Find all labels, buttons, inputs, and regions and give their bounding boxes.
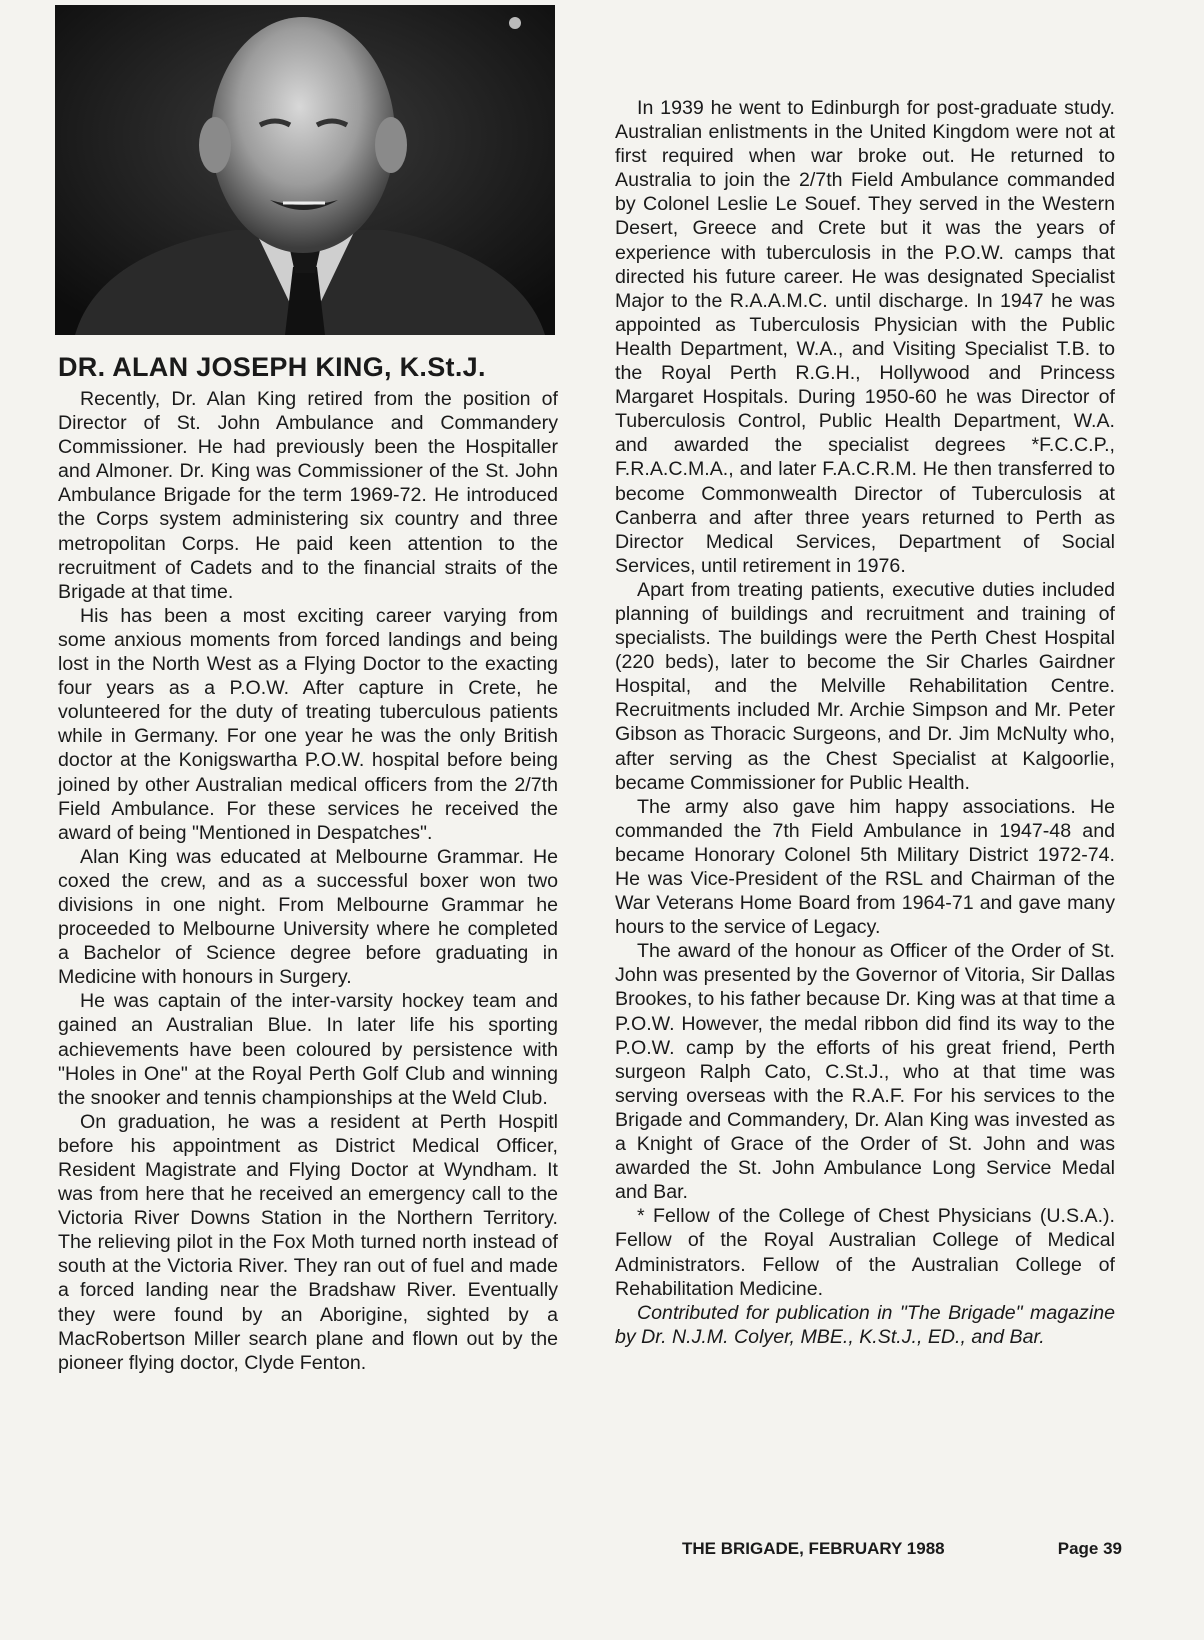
paragraph: On graduation, he was a resident at Perth Hospitl before his appointment as District Medical Officer, Resident Magistrate and Flying Doctor at Wyndham. It was from here that he received an emergency call to the Victoria River Downs Station in the Northern Territory. The relieving pilot in the Fox Moth turned north instead of south at the Victoria River. They ran out of fuel and made a forced landing near the Bradshaw River. Eventually they were found by an Aborigine, sighted by a MacRobertson Miller search plane and flown out by the pioneer flying doctor, Clyde Fenton. <box>58 1110 558 1374</box>
left-column <box>58 387 558 1375</box>
paragraph: The award of the honour as Officer of the Order of St. John was presented by the Governor of Vitoria, Sir Dallas Brookes, to his father because Dr. King was at that time a P.O.W. However, the medal ribbon did find its way to the P.O.W. camp by the efforts of his great friend, Perth surgeon Ralph Cato, C.St.J., who at that time was serving overseas with the R.A.F. For his services to the Brigade and Commandery, Dr. Alan King was invested as a Knight of Grace of the Order of St. John and was awarded the St. John Ambulance Long Service Medal and Bar. <box>615 940 1115 1204</box>
portrait-photo-icon <box>55 5 555 335</box>
page-footer <box>682 1539 1122 1559</box>
contribution-note: Contributed for publication in "The Brigade" magazine by Dr. N.J.M. Colyer, MBE., K.St.J., ED., and Bar. <box>615 1301 1115 1348</box>
paragraph: Alan King was educated at Melbourne Grammar. He coxed the crew, and as a successful boxer won two divisions in one night. From Melbourne Grammar he proceeded to Melbourne University where he completed a Bachelor of Science degree before graduating in Medicine with honours in Surgery. <box>58 845 558 989</box>
paragraph: The army also gave him happy associations. He commanded the 7th Field Ambulance in 1947-48 and became Honorary Colonel 5th Military District 1972-74. He was Vice-President of the RSL and Chairman of the War Veterans Home Board from 1964-71 and gave many hours to the service of Legacy. <box>615 795 1115 939</box>
right-column <box>615 96 1115 1349</box>
page-number: Page 39 <box>1057 1539 1122 1558</box>
paragraph: He was captain of the inter-varsity hockey team and gained an Australian Blue. In later life his sporting achievements have been coloured by persistence with "Holes in One" at the Royal Perth Golf Club and winning the snooker and tennis championships at the Weld Club. <box>58 990 558 1109</box>
paragraph: Apart from treating patients, executive duties included planning of buildings and recruitment and training of specialists. The buildings were the Perth Chest Hospital (220 beds), later to become the Sir Charles Gairdner Hospital, and the Melville Rehabilitation Centre. Recruitments included Mr. Archie Simpson and Mr. Peter Gibson as Thoracic Surgeons, and Dr. Jim McNulty who, after serving as the Chest Specialist at Kalgoorlie, became Commissioner for Public Health. <box>615 578 1115 794</box>
publication-line: THE BRIGADE, FEBRUARY 1988 <box>682 1539 945 1558</box>
paragraph: Recently, Dr. Alan King retired from the position of Director of St. John Ambulance and Commandery Commissioner. He had previously been the Hospitaller and Almoner. Dr. King was Commissioner of the St. John Ambulance Brigade for the term 1969-72. He introduced the Corps system administering six country and three metropolitan Corps. He paid keen attention to the recruitment of Cadets and to the financial straits of the Brigade at that time. <box>58 388 558 603</box>
portrait-photo <box>55 5 555 335</box>
paragraph: In 1939 he went to Edinburgh for post-graduate study. Australian enlistments in the United Kingdom were not at first required when war broke out. He returned to Australia to join the 2/7th Field Ambulance commanded by Colonel Leslie Le Souef. They served in the Western Desert, Greece and Crete but it was the years of experience with tuberculosis in the P.O.W. camps that directed his future career. He was designated Specialist Major to the R.A.A.M.C. until discharge. In 1947 he was appointed as Tuberculosis Physician with the Public Health Department, W.A., and Visiting Specialist T.B. to the Royal Perth R.G.H., Hollywood and Princess Margaret Hospitals. During 1950-60 he was Director of Tuberculosis Control, Public Health Department, W.A. and awarded the specialist degrees *F.C.C.P., F.R.A.C.M.A., and later F.A.C.R.M. He then transferred to become Commonwealth Director of Tuberculosis at Canberra and after three years returned to Perth as Director Medical Services, Department of Social Services, until retirement in 1976. <box>615 97 1115 577</box>
paragraph: His has been a most exciting career varying from some anxious moments from forced landings and being lost in the North West as a Flying Doctor to the exacting four years as a P.O.W. After capture in Crete, he volunteered for the duty of treating tuberculous patients while in Germany. For one year he was the only British doctor at the Konigswartha P.O.W. hospital before being joined by other Australian medical officers from the 2/7th Field Ambulance. For these services he received the award of being "Mentioned in Despatches". <box>58 604 558 844</box>
footnote: * Fellow of the College of Chest Physicians (U.S.A.). Fellow of the Royal Australian College of Medical Administrators. Fellow of the Australian College of Rehabilitation Medicine. <box>615 1205 1115 1300</box>
article-title: DR. ALAN JOSEPH KING, K.St.J. <box>58 352 486 382</box>
